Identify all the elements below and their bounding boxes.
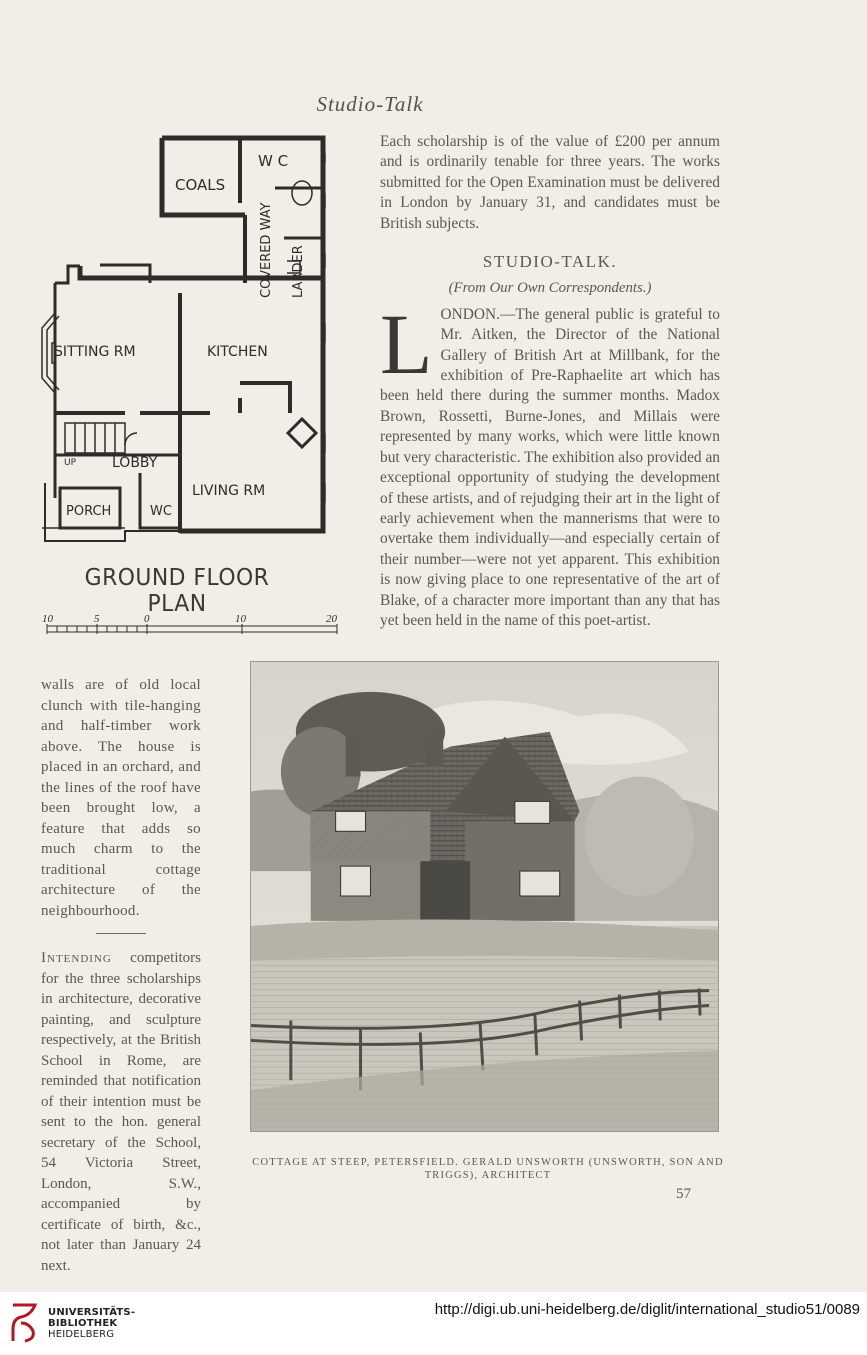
room-label-wc-upper: W C (258, 152, 289, 170)
house-description-paragraph: walls are of old local clunch with tile-hanging and half-timber work above. The house is placed in an orchard, and the lines of the roof have been brought low, a feature that adds so much charm to the traditional cottage architecture of the neighbourhood. (41, 677, 201, 919)
paragraph-divider (96, 933, 146, 934)
university-library-logo-icon[interactable] (9, 1301, 39, 1345)
scholarship-paragraph: Each scholarship is of the value of £200 per annum and is ordinarily tenable for three years. The works submitted for the Open Examination must be delivered in London by January 31, and candidates must be British subjects. (380, 133, 720, 232)
room-label-sitting: SITTING RM (54, 344, 136, 360)
left-column-text (41, 675, 201, 1276)
illustration-caption: COTTAGE AT STEEP, PETERSFIELD. GERALD UNSWORTH (UNSWORTH, SON AND TRIGGS), ARCHITECT (252, 1157, 724, 1181)
rome-scholarship-text: competitors for the three scholarships in architecture, decorative painting, and sculpture respectively, at the British School in Rome, are reminded that notification of their intention must be sent to the hon. general secretary of the School, 54 Victoria Street, London, S.W., accompanied by certificate of birth, &c., not later than January 24 next. (41, 950, 201, 1274)
library-name-line1: UNIVERSITÄTS- (48, 1307, 136, 1318)
room-label-lobby: LOBBY (112, 455, 158, 471)
scale-label-0: 0 (144, 613, 150, 625)
section-subtitle: (From Our Own Correspondents.) (448, 280, 652, 297)
room-label-porch: PORCH (66, 504, 112, 519)
page-number: 57 (676, 1186, 691, 1202)
paragraph-lead-word: Intending (41, 950, 112, 966)
library-name-line2: BIBLIOTHEK (48, 1318, 118, 1329)
running-title: Studio-Talk (316, 92, 424, 116)
permalink-url[interactable]: http://digi.ub.uni-heidelberg.de/diglit/international_studio51/0089 (434, 1301, 860, 1318)
section-heading: STUDIO-TALK. (482, 252, 618, 272)
library-name[interactable] (48, 1307, 135, 1340)
scale-label-20: 20 (326, 613, 337, 625)
scale-label-10-left: 10 (42, 613, 53, 625)
ground-floor-plan-drawing (40, 133, 340, 551)
london-paragraph (380, 295, 720, 632)
scale-bar (42, 612, 342, 642)
room-label-wc-lower: WC (150, 504, 172, 519)
right-column-text (380, 132, 720, 631)
london-paragraph-text: ONDON.—The general public is grateful to Mr. Aitken, the Director of the National Gallery of British Art at Millbank, for the exhibition of Pre-Raphaelite art which has been held there during the summer months. Madox Brown, Rossetti, Burne-Jones, and Millais were represented by many works, which were little known but very characteristic. The exhibition also provided an exceptional opportunity of studying the development of these artists, and of rejudging their art in the light of early achievement when the mannerisms that were to overtake them individually—and especially certain of their number—were not yet apparent. This exhibition is now giving place to one representative of the art of Blake, of a character more important than any that has yet been held in the name of this poet-artist. (380, 305, 720, 629)
scale-label-10: 10 (235, 613, 246, 625)
room-label-covered-way: COVERED WAY (259, 202, 274, 298)
room-label-larder: LARDER (291, 245, 306, 298)
scale-label-5: 5 (94, 613, 100, 625)
rome-scholarship-paragraph (41, 948, 201, 1276)
library-name-line3: HEIDELBERG (48, 1329, 115, 1340)
drop-cap: L (380, 295, 433, 392)
room-label-up: UP (64, 458, 77, 468)
floor-plan-title: GROUND FLOOR PLAN (84, 565, 270, 617)
room-label-coals: COALS (175, 176, 226, 194)
cottage-illustration (250, 661, 719, 1132)
room-label-kitchen: KITCHEN (207, 344, 268, 360)
room-label-living: LIVING RM (192, 483, 266, 499)
